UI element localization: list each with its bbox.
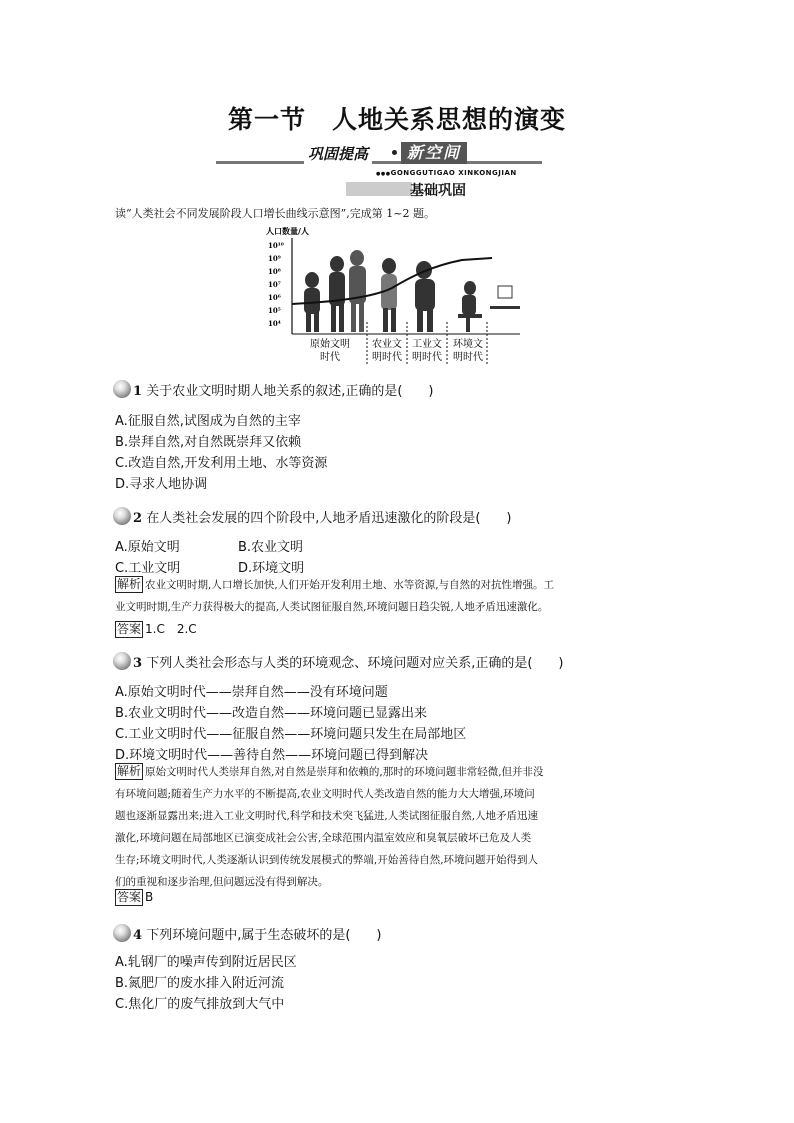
- banner-left-text: 巩固提高: [304, 143, 372, 164]
- question-bullet-icon: [113, 380, 131, 398]
- section-banner: [216, 142, 542, 168]
- stage-label: 农业文: [372, 339, 402, 350]
- option: C.工业文明: [115, 561, 181, 576]
- question-bullet-icon: [113, 652, 131, 670]
- figure-ylabel: 人口数量/人: [266, 227, 309, 236]
- analysis-tag: 解析: [117, 577, 142, 591]
- section-bar: [346, 182, 412, 196]
- stage-label: 原始文明: [310, 339, 350, 350]
- option: A.原始文明时代——崇拜自然——没有环境问题: [115, 685, 388, 700]
- stage-label: 明时代: [453, 352, 483, 363]
- option: D.环境文明时代——善待自然——环境问题已得到解决: [115, 748, 429, 763]
- ytick: 10⁹: [268, 254, 281, 263]
- banner-pinyin: ●●● GONGGUTIGAO XINKONGJIAN: [376, 169, 517, 177]
- analysis-3: 解析 原始文明时代人类崇拜自然,对自然是崇拜和依赖的,那时的环境问题非常轻微,但并非没 有环境问题;随着生产力水平的不断提高,农业文明时代人类改造自然的能力大大增强,环境问 题也逐渐显露出来;进入工业文明时代,科学和技术突飞猛进,人类试图征服自然,人地矛盾迅速 激化,环境问题在局部地区已演变成社会公害,全球范围内温室效应和臭氧层破坏已危及人类 生存;环境文明时代,人类逐渐认识到传统发展模式的弊端,开始善待自然,环境问题开始得到人 们的重视和逐步治理,但问题远没有得到解决。: [115, 764, 544, 888]
- option: C.焦化厂的废气排放到大气中: [115, 997, 285, 1012]
- option: B.农业文明: [238, 540, 304, 555]
- answer-1-2: 答案 1.C 2.C: [117, 622, 197, 636]
- stage-label: 工业文: [412, 339, 442, 350]
- section-heading: 基础巩固: [410, 183, 466, 199]
- ytick: 10⁴: [268, 319, 281, 328]
- option: A.征服自然,试图成为自然的主宰: [115, 414, 301, 429]
- human-figures-illustration: [304, 250, 520, 332]
- ytick: 10⁸: [268, 267, 281, 276]
- ytick: 10¹⁰: [268, 241, 284, 250]
- answer-tag: 答案: [117, 890, 142, 904]
- option: D.环境文明: [238, 561, 305, 576]
- stage-label: 时代: [320, 352, 340, 363]
- option: B.农业文明时代——改造自然——环境问题已显露出来: [115, 706, 428, 721]
- intro-text: 读“人类社会不同发展阶段人口增长曲线示意图”,完成第 1~2 题。: [115, 207, 435, 220]
- ytick: 10⁵: [268, 306, 281, 315]
- question-4: 4 下列环境问题中,属于生态破坏的是( ): [113, 924, 381, 943]
- population-figure: [262, 226, 524, 368]
- question-bullet-icon: [113, 924, 131, 942]
- question-2: 2 在人类社会发展的四个阶段中,人地矛盾迅速激化的阶段是( ): [113, 507, 511, 526]
- stage-label: 环境文: [453, 339, 483, 350]
- option: A.原始文明: [115, 540, 180, 555]
- option: B.崇拜自然,对自然既崇拜又依赖: [115, 435, 302, 450]
- option: C.改造自然,开发利用土地、水等资源: [115, 456, 328, 471]
- banner-right-text: 新空间: [401, 142, 467, 164]
- analysis-tag: 解析: [117, 764, 142, 778]
- stage-label: 明时代: [372, 352, 402, 363]
- ytick: 10⁶: [268, 293, 281, 302]
- option: A.轧钢厂的噪声传到附近居民区: [115, 955, 297, 970]
- option: B.氮肥厂的废水排入附近河流: [115, 976, 285, 991]
- banner-dot-icon: [392, 150, 397, 155]
- question-1: 1 关于农业文明时期人地关系的叙述,正确的是( ): [113, 380, 433, 399]
- question-bullet-icon: [113, 507, 131, 525]
- answer-tag: 答案: [117, 622, 142, 636]
- analysis-1-2: 解析 农业文明时期,人口增长加快,人们开始开发利用土地、水等资源,与自然的对抗性增强。工 业文明时期,生产力获得极大的提高,人类试图征服自然,环境问题日趋尖锐,人地矛盾迅速激化。: [115, 577, 555, 613]
- option: D.寻求人地协调: [115, 477, 208, 492]
- ytick: 10⁷: [268, 280, 281, 289]
- option: C.工业文明时代——征服自然——环境问题只发生在局部地区: [115, 727, 467, 742]
- stage-label: 明时代: [412, 352, 442, 363]
- question-3: 3 下列人类社会形态与人类的环境观念、环境问题对应关系,正确的是( ): [113, 652, 563, 671]
- page-title: 第一节 人地关系思想的演变: [227, 105, 566, 134]
- answer-3: 答案 B: [117, 890, 154, 904]
